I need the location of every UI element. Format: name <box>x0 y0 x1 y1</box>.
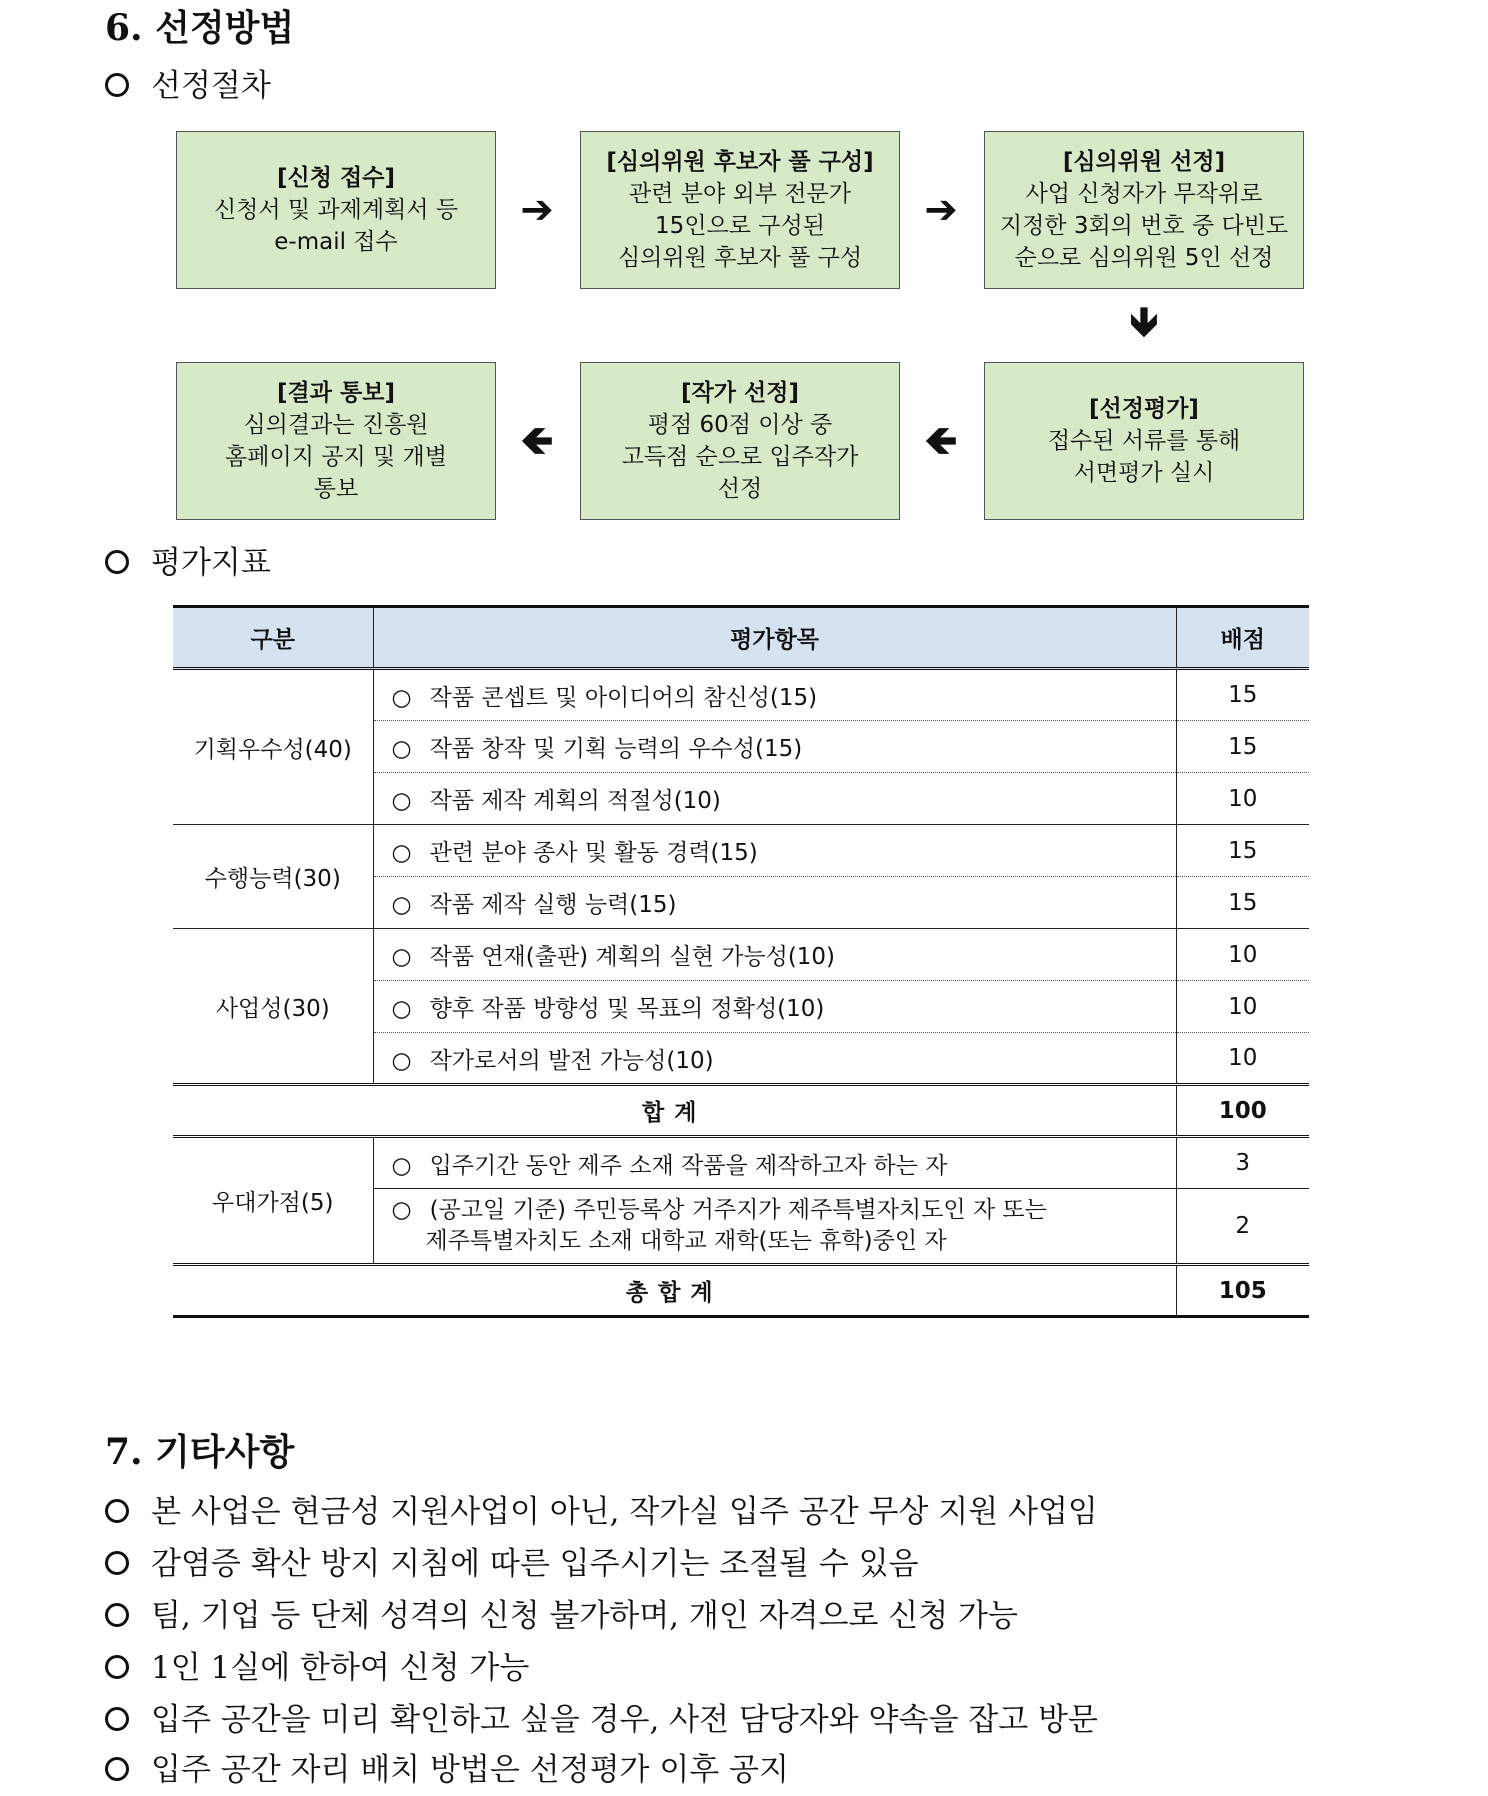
score-cell: 3 <box>1176 1137 1309 1189</box>
bonus-category-cell: 우대가점(5) <box>173 1137 373 1265</box>
flow-step-committee: [심의위원 선정] 사업 신청자가 무작위로 지정한 3회의 번호 중 다빈도 순으로 심의위원 5인 선정 <box>984 131 1304 289</box>
category-cell: 기획우수성(40) <box>173 669 373 825</box>
item-cell: ○ 입주기간 동안 제주 소재 작품을 제작하고자 하는 자 <box>373 1137 1176 1189</box>
small-circle-icon: ○ <box>391 944 412 970</box>
procedure-heading: 선정절차 <box>105 68 271 104</box>
arrow-right-icon: ➔ <box>924 187 958 233</box>
item-cell: ○ 작품 창작 및 기획 능력의 우수성(15) <box>373 721 1176 773</box>
score-cell: 10 <box>1176 1033 1309 1085</box>
list-item: 1인 1실에 한하여 신청 가능 <box>105 1648 529 1688</box>
score-cell: 15 <box>1176 877 1309 929</box>
flow-step-selection: [작가 선정] 평점 60점 이상 중 고득점 순으로 입주작가 선정 <box>580 362 900 520</box>
score-cell: 15 <box>1176 669 1309 721</box>
flow-step-evaluation: [선정평가] 접수된 서류를 통해 서면평가 실시 <box>984 362 1304 520</box>
circle-bullet-icon <box>105 73 129 97</box>
category-cell: 사업성(30) <box>173 929 373 1085</box>
grand-total-score: 105 <box>1176 1265 1309 1317</box>
section-6-title: 6. 선정방법 <box>105 7 295 49</box>
flow-step-application: [신청 접수] 신청서 및 과제계획서 등 e-mail 접수 <box>176 131 496 289</box>
table-header-row <box>173 607 1309 669</box>
item-cell: ○ 작가로서의 발전 가능성(10) <box>373 1033 1176 1085</box>
eval-heading: 평가지표 <box>105 545 271 581</box>
table-row <box>173 825 1309 877</box>
arrow-down-icon: 🡻 <box>1129 299 1159 345</box>
small-circle-icon: ○ <box>391 736 412 762</box>
item-cell: ○ (공고일 기준) 주민등록상 거주지가 제주특별자치도인 자 또는 제주특별자치도 소재 대학교 재학(또는 휴학)중인 자 <box>373 1189 1176 1265</box>
grand-total-label: 총합계 <box>173 1265 1176 1317</box>
list-item: 입주 공간 자리 배치 방법은 선정평가 이후 공지 <box>105 1750 789 1790</box>
score-cell: 10 <box>1176 929 1309 981</box>
flow-step-pool: [심의위원 후보자 풀 구성] 관련 분야 외부 전문가 15인으로 구성된 심의위원 후보자 풀 구성 <box>580 131 900 289</box>
circle-bullet-icon <box>105 1499 129 1523</box>
table-row <box>173 929 1309 981</box>
arrow-right-icon: ➔ <box>520 187 554 233</box>
total-row <box>173 1085 1309 1137</box>
small-circle-icon: ○ <box>391 1047 412 1074</box>
table-row <box>173 669 1309 721</box>
small-circle-icon: ○ <box>391 1152 412 1179</box>
circle-bullet-icon <box>105 1707 129 1731</box>
small-circle-icon: ○ <box>391 892 412 918</box>
section-7-title: 7. 기타사항 <box>105 1431 295 1473</box>
grand-total-row <box>173 1265 1309 1317</box>
small-circle-icon: ○ <box>391 1197 412 1223</box>
item-cell: ○ 작품 콘셉트 및 아이디어의 참신성(15) <box>373 669 1176 721</box>
category-cell: 수행능력(30) <box>173 825 373 929</box>
flow-step-result: [결과 통보] 심의결과는 진흥원 홈페이지 공지 및 개별 통보 <box>176 362 496 520</box>
header-category: 구분 <box>173 607 373 669</box>
arrow-left-icon: 🡸 <box>520 418 554 464</box>
small-circle-icon: ○ <box>391 840 412 866</box>
small-circle-icon: ○ <box>391 684 412 711</box>
item-cell: ○ 관련 분야 종사 및 활동 경력(15) <box>373 825 1176 877</box>
header-score: 배점 <box>1176 607 1309 669</box>
circle-bullet-icon <box>105 1551 129 1575</box>
total-score: 100 <box>1176 1085 1309 1137</box>
list-item: 감염증 확산 방지 지침에 따른 입주시기는 조절될 수 있음 <box>105 1544 919 1584</box>
score-cell: 15 <box>1176 825 1309 877</box>
header-item: 평가항목 <box>373 607 1176 669</box>
evaluation-table <box>173 605 1309 1318</box>
circle-bullet-icon <box>105 1757 129 1781</box>
total-label: 합계 <box>173 1085 1176 1137</box>
small-circle-icon: ○ <box>391 788 412 814</box>
list-item: 본 사업은 현금성 지원사업이 아닌, 작가실 입주 공간 무상 지원 사업임 <box>105 1492 1098 1532</box>
circle-bullet-icon <box>105 1655 129 1679</box>
score-cell: 2 <box>1176 1189 1309 1265</box>
table-row <box>173 1137 1309 1189</box>
item-cell: ○ 작품 연재(출판) 계획의 실현 가능성(10) <box>373 929 1176 981</box>
item-cell: ○ 작품 제작 실행 능력(15) <box>373 877 1176 929</box>
list-item: 입주 공간을 미리 확인하고 싶을 경우, 사전 담당자와 약속을 잡고 방문 <box>105 1700 1098 1740</box>
item-cell: ○ 작품 제작 계획의 적절성(10) <box>373 773 1176 825</box>
score-cell: 15 <box>1176 721 1309 773</box>
circle-bullet-icon <box>105 550 129 574</box>
arrow-left-icon: 🡸 <box>924 418 958 464</box>
circle-bullet-icon <box>105 1603 129 1627</box>
small-circle-icon: ○ <box>391 996 412 1022</box>
score-cell: 10 <box>1176 981 1309 1033</box>
score-cell: 10 <box>1176 773 1309 825</box>
list-item: 팀, 기업 등 단체 성격의 신청 불가하며, 개인 자격으로 신청 가능 <box>105 1596 1018 1636</box>
item-cell: ○ 향후 작품 방향성 및 목표의 정확성(10) <box>373 981 1176 1033</box>
